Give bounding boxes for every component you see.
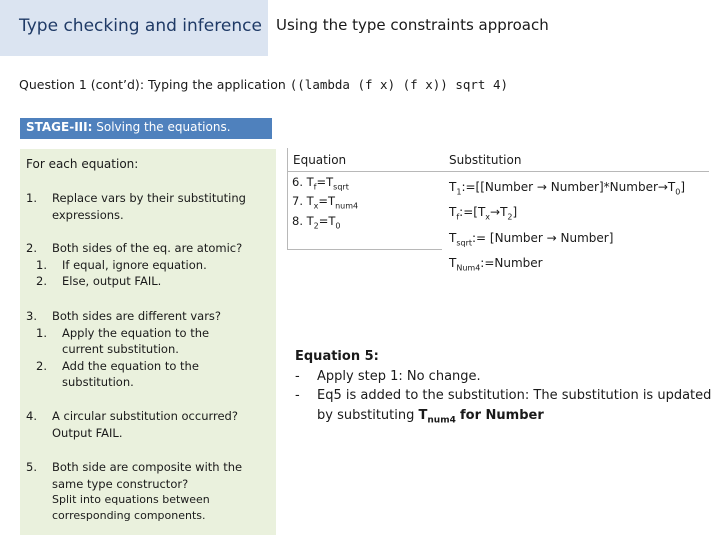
step-number: 4. — [26, 409, 37, 423]
step-text: Both sides of the eq. are atomic? — [52, 241, 243, 255]
table-divider — [287, 148, 288, 250]
step-number: 3. — [26, 309, 37, 323]
step-number: 2. — [26, 241, 37, 255]
substitution-row: $T_{sqrt}:=$ [Number → Number] — [449, 230, 614, 248]
step-number: 1. — [26, 191, 37, 205]
equation-column-header: Equation — [293, 153, 347, 167]
sub-step-number: 1. — [36, 257, 47, 272]
bullet-text: Apply step 1: No change. — [317, 368, 481, 384]
equation-row: 7. $T_x=T_{num4}$ — [292, 194, 359, 211]
sub-step-number: 2. — [36, 274, 47, 288]
bullet-text: Eq5 is added to the substitution: The substitution is updated by substituting — [317, 388, 712, 423]
header-title-box — [0, 0, 268, 56]
bullet-dash: - — [295, 388, 300, 403]
equation-row: 8. $T_2=T_0$ — [292, 213, 341, 230]
table-divider — [287, 171, 709, 172]
slide-title: Type checking and inference — [19, 16, 262, 36]
sub-step-text: Apply the equation to the current substitution. — [62, 325, 210, 356]
step-text: Both sides are different vars? — [52, 309, 222, 323]
step-text: Replace vars by their substituting expressions. — [52, 191, 246, 222]
table-divider — [287, 249, 442, 250]
sub-step-text: If equal, ignore equation. — [62, 257, 207, 272]
question-label: Question 1 (cont’d): Typing the application — [19, 77, 286, 92]
sub-step-number: 2. — [36, 358, 47, 373]
equation-row: 6. $T_f=T_{sqrt}$ — [292, 175, 349, 192]
substitution-row: $T_1:=[[Number$ → $Number]*Number\to T_0$] — [449, 180, 686, 197]
sub-step-text: Else, output FAIL. — [62, 274, 162, 288]
sub-step — [26, 273, 274, 290]
equation5-explanation — [295, 347, 715, 431]
equation5-bullet: - Eq5 is added to the substitution: The substitution is updated by substituting $T_{num4}$ for Number — [295, 388, 712, 426]
equation5-title: Equation 5: — [295, 349, 379, 364]
equation-cell — [292, 175, 440, 233]
sub-step — [26, 358, 248, 391]
sub-step — [26, 325, 248, 358]
slide-subtitle: Using the type constraints approach — [276, 16, 549, 34]
slide-header — [0, 0, 720, 56]
stage-text: Solving the equations. — [96, 120, 231, 134]
procedure-intro: For each equation: — [26, 157, 139, 171]
substitution-row: $T_f:=[T_x\to T_2]$ — [449, 205, 518, 222]
procedure-panel — [20, 149, 276, 535]
stage-label: STAGE-III: — [26, 120, 93, 134]
sub-step-text: Add the equation to the substitution. — [62, 358, 199, 389]
equation-table — [287, 148, 709, 273]
equation5-bullet — [295, 367, 715, 387]
step-extra-text: Split into equations between corresponding components. — [52, 493, 210, 522]
substitution-column-header: Substitution — [449, 153, 522, 167]
substitution-row: $T_{Num4}:=Number$ — [449, 256, 543, 273]
substitution-cell — [449, 177, 707, 279]
step-text: Both side are composite with the same type constructor? — [52, 460, 243, 491]
step-text: A circular substitution occurred? Output FAIL. — [52, 409, 238, 440]
step-number: 5. — [26, 460, 37, 474]
sub-step — [26, 257, 274, 274]
stage-banner — [20, 118, 272, 139]
bullet-text-end: for Number — [460, 407, 544, 423]
bullet-dash: - — [295, 368, 300, 384]
sub-step-number: 1. — [36, 325, 47, 340]
question-code: ((lambda (f x) (f x)) sqrt 4) — [289, 77, 508, 92]
question-line — [19, 77, 508, 92]
